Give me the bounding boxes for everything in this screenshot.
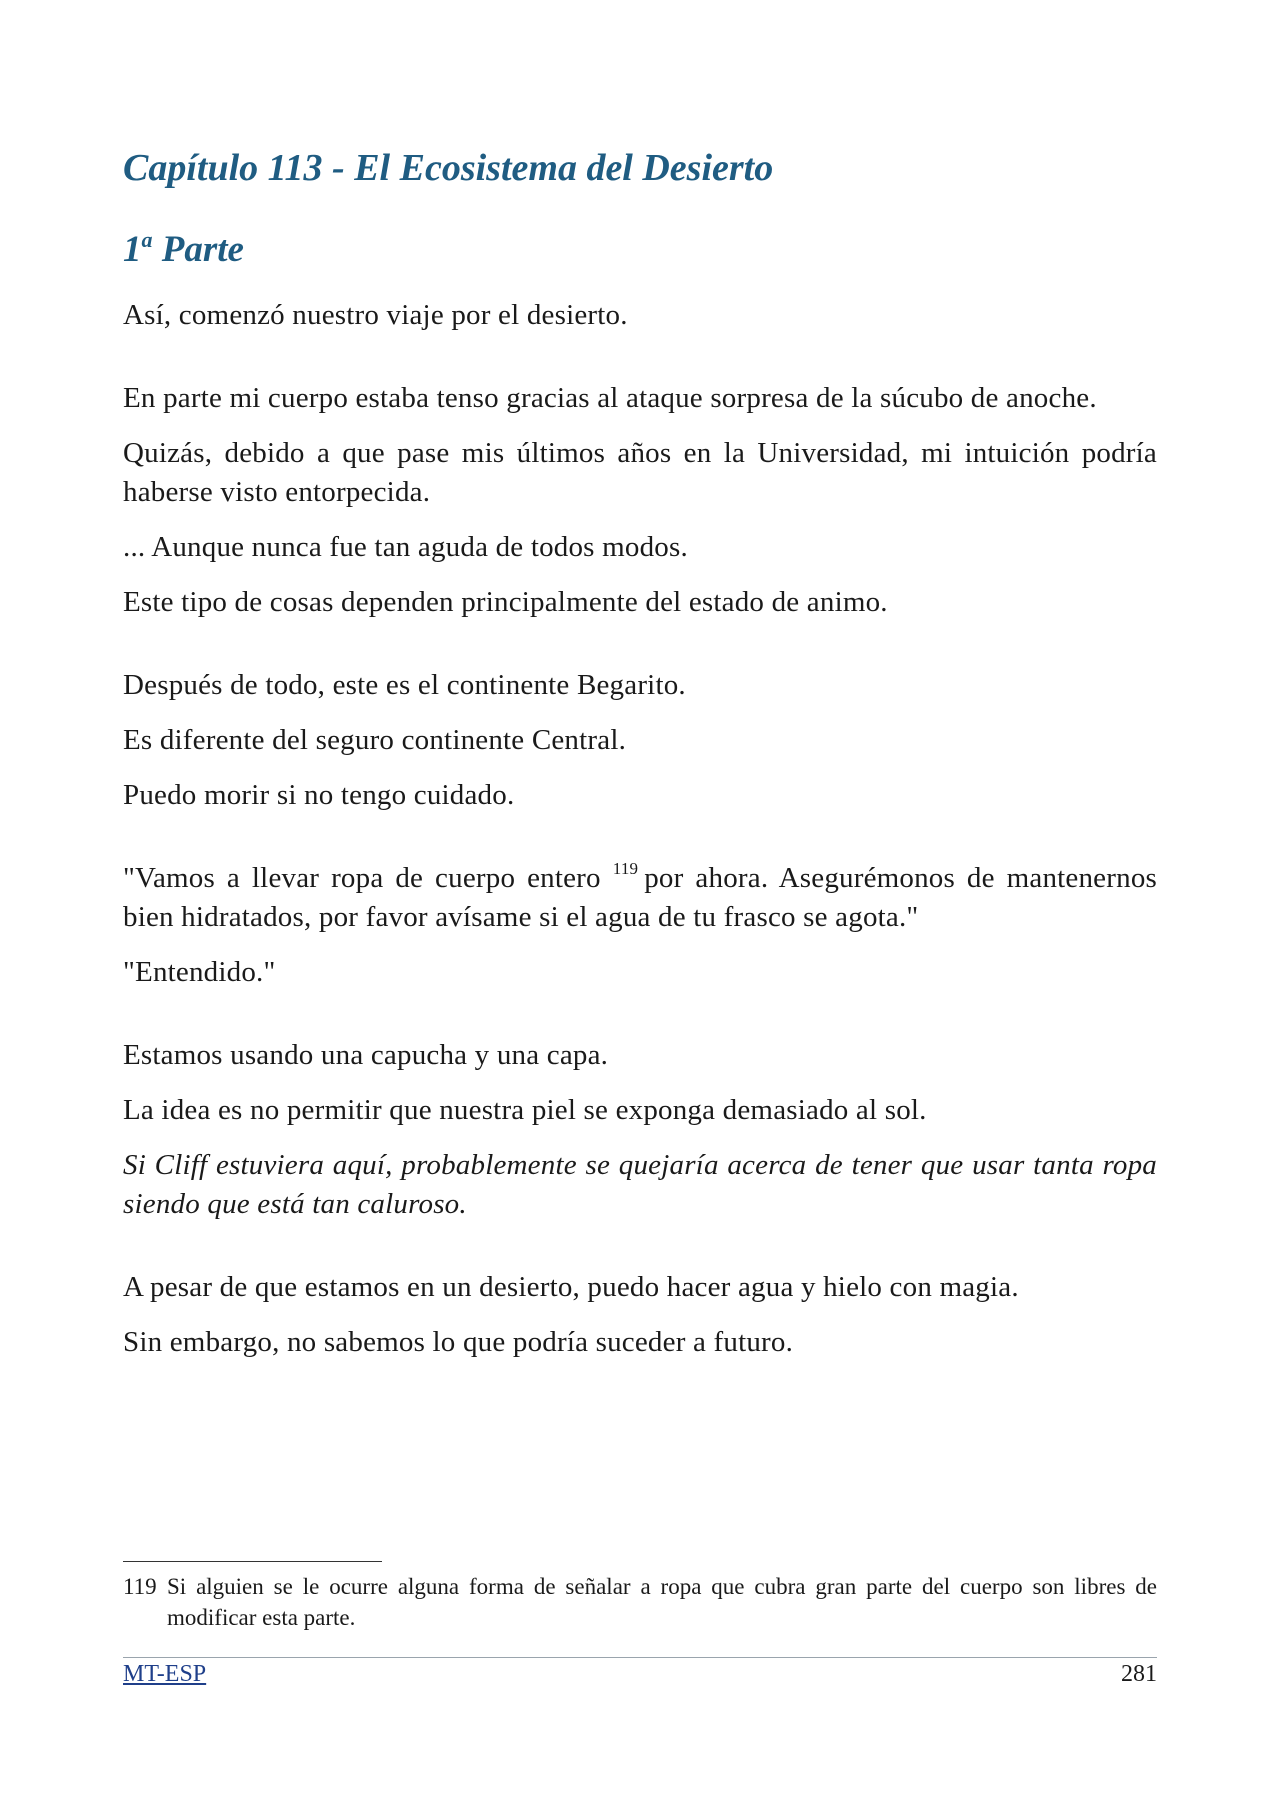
thought-paragraph: Si Cliff estuviera aquí, probablemente se quejaría acerca de tener que usar tanta ropa siendo que está tan caluroso. [123, 1149, 1157, 1220]
body-text [123, 296, 1157, 1378]
dialogue-text-after: por ahora. Asegurémonos de mantenernos bien hidratados, por favor avísame si el agua de tu frasco se agota." [123, 862, 1158, 933]
dialogue-text-before: "Vamos a llevar ropa de cuerpo entero [123, 862, 601, 894]
chapter-title: Capítulo 113 - El Ecosistema del Desierto [123, 147, 774, 189]
footnote-text: Si alguien se le ocurre alguna forma de señalar a ropa que cubra gran parte del cuerpo son libres de modificar esta parte. [167, 1574, 1157, 1630]
footnote-number: 119 [123, 1574, 157, 1599]
paragraph: Estamos usando una capucha y una capa. [123, 1039, 609, 1071]
dialogue-paragraph [123, 859, 1157, 937]
paragraph: La idea es no permitir que nuestra piel se exponga demasiado al sol. [123, 1094, 927, 1126]
paragraph: En parte mi cuerpo estaba tenso gracias al ataque sorpresa de la súcubo de anoche. [123, 382, 1097, 414]
paragraph: ... Aunque nunca fue tan aguda de todos modos. [123, 531, 688, 563]
paragraph: Este tipo de cosas dependen principalmente del estado de animo. [123, 586, 888, 618]
footnote [123, 1571, 1157, 1633]
paragraph: "Entendido." [123, 956, 276, 988]
paragraph: Después de todo, este es el continente Begarito. [123, 669, 686, 701]
part-label: Parte [161, 229, 244, 270]
paragraph: Así, comenzó nuestro viaje por el desierto. [123, 299, 628, 331]
paragraph: Quizás, debido a que pase mis últimos años en la Universidad, mi intuición podría haberse visto entorpecida. [123, 437, 1157, 508]
part-number: 1 [123, 229, 142, 270]
document-page [123, 0, 1157, 1811]
paragraph: Sin embargo, no sabemos lo que podría suceder a futuro. [123, 1326, 794, 1358]
footer-divider [123, 1657, 1157, 1658]
part-superscript: a [141, 227, 153, 252]
footnote-reference[interactable]: 119 [612, 859, 639, 878]
footer-link[interactable]: MT-ESP [123, 1661, 207, 1687]
paragraph: A pesar de que estamos en un desierto, puedo hacer agua y hielo con magia. [123, 1271, 1019, 1303]
footnote-divider [123, 1561, 382, 1562]
page-number: 281 [1121, 1661, 1157, 1687]
part-title [123, 228, 244, 271]
paragraph: Puedo morir si no tengo cuidado. [123, 779, 515, 811]
paragraph: Es diferente del seguro continente Central. [123, 724, 627, 756]
